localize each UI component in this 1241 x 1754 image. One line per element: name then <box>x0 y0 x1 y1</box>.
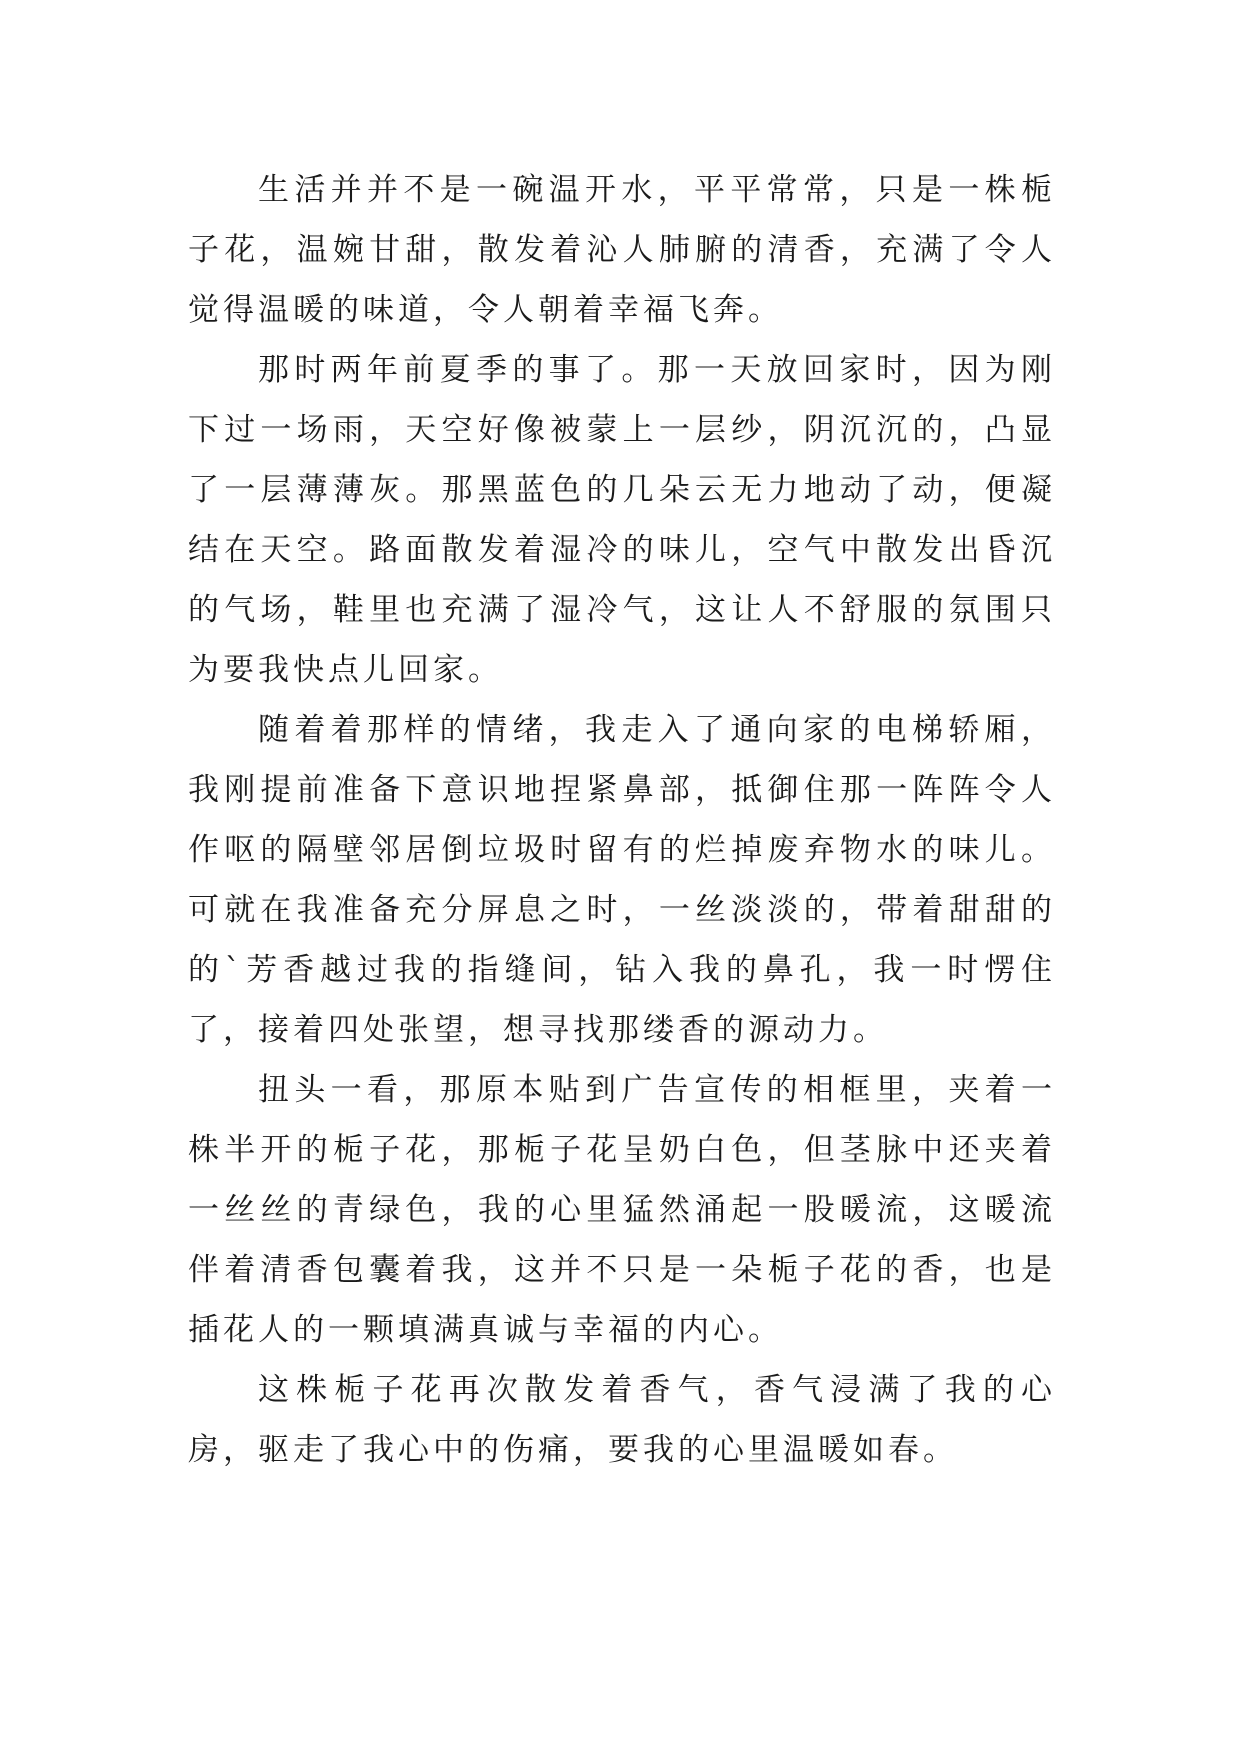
paragraph-5: 这株栀子花再次散发着香气，香气浸满了我的心房，驱走了我心中的伤痛，要我的心里温暖如春。 <box>188 1372 1056 1468</box>
paragraph-2: 那时两年前夏季的事了。那一天放回家时，因为刚下过一场雨，天空好像被蒙上一层纱，阴沉沉的，凸显了一层薄薄灰。那黑蓝色的几朵云无力地动了动，便凝结在天空。路面散发着湿冷的味儿，空气中散发出昏沉的气场，鞋里也充满了湿冷气，这让人不舒服的氛围只为要我快点儿回家。 <box>188 352 1056 688</box>
paragraph-1: 生活并并不是一碗温开水，平平常常，只是一株栀子花，温婉甘甜，散发着沁人肺腑的清香，充满了令人觉得温暖的味道，令人朝着幸福飞奔。 <box>188 172 1056 328</box>
paragraph-4: 扭头一看，那原本贴到广告宣传的相框里，夹着一株半开的栀子花，那栀子花呈奶白色，但茎脉中还夹着一丝丝的青绿色，我的心里猛然涌起一股暖流，这暖流伴着清香包囊着我，这并不只是一朵栀子花的香，也是插花人的一颗填满真诚与幸福的内心。 <box>188 1072 1056 1348</box>
paragraph-3: 随着着那样的情绪，我走入了通向家的电梯轿厢，我刚提前准备下意识地捏紧鼻部，抵御住那一阵阵令人作呕的隔壁邻居倒垃圾时留有的烂掉废弃物水的味儿。可就在我准备充分屏息之时，一丝淡淡的，带着甜甜的的`芳香越过我的指缝间，钻入我的鼻孔，我一时愣住了，接着四处张望，想寻找那缕香的源动力。 <box>188 712 1056 1048</box>
document-body <box>188 160 1056 1480</box>
